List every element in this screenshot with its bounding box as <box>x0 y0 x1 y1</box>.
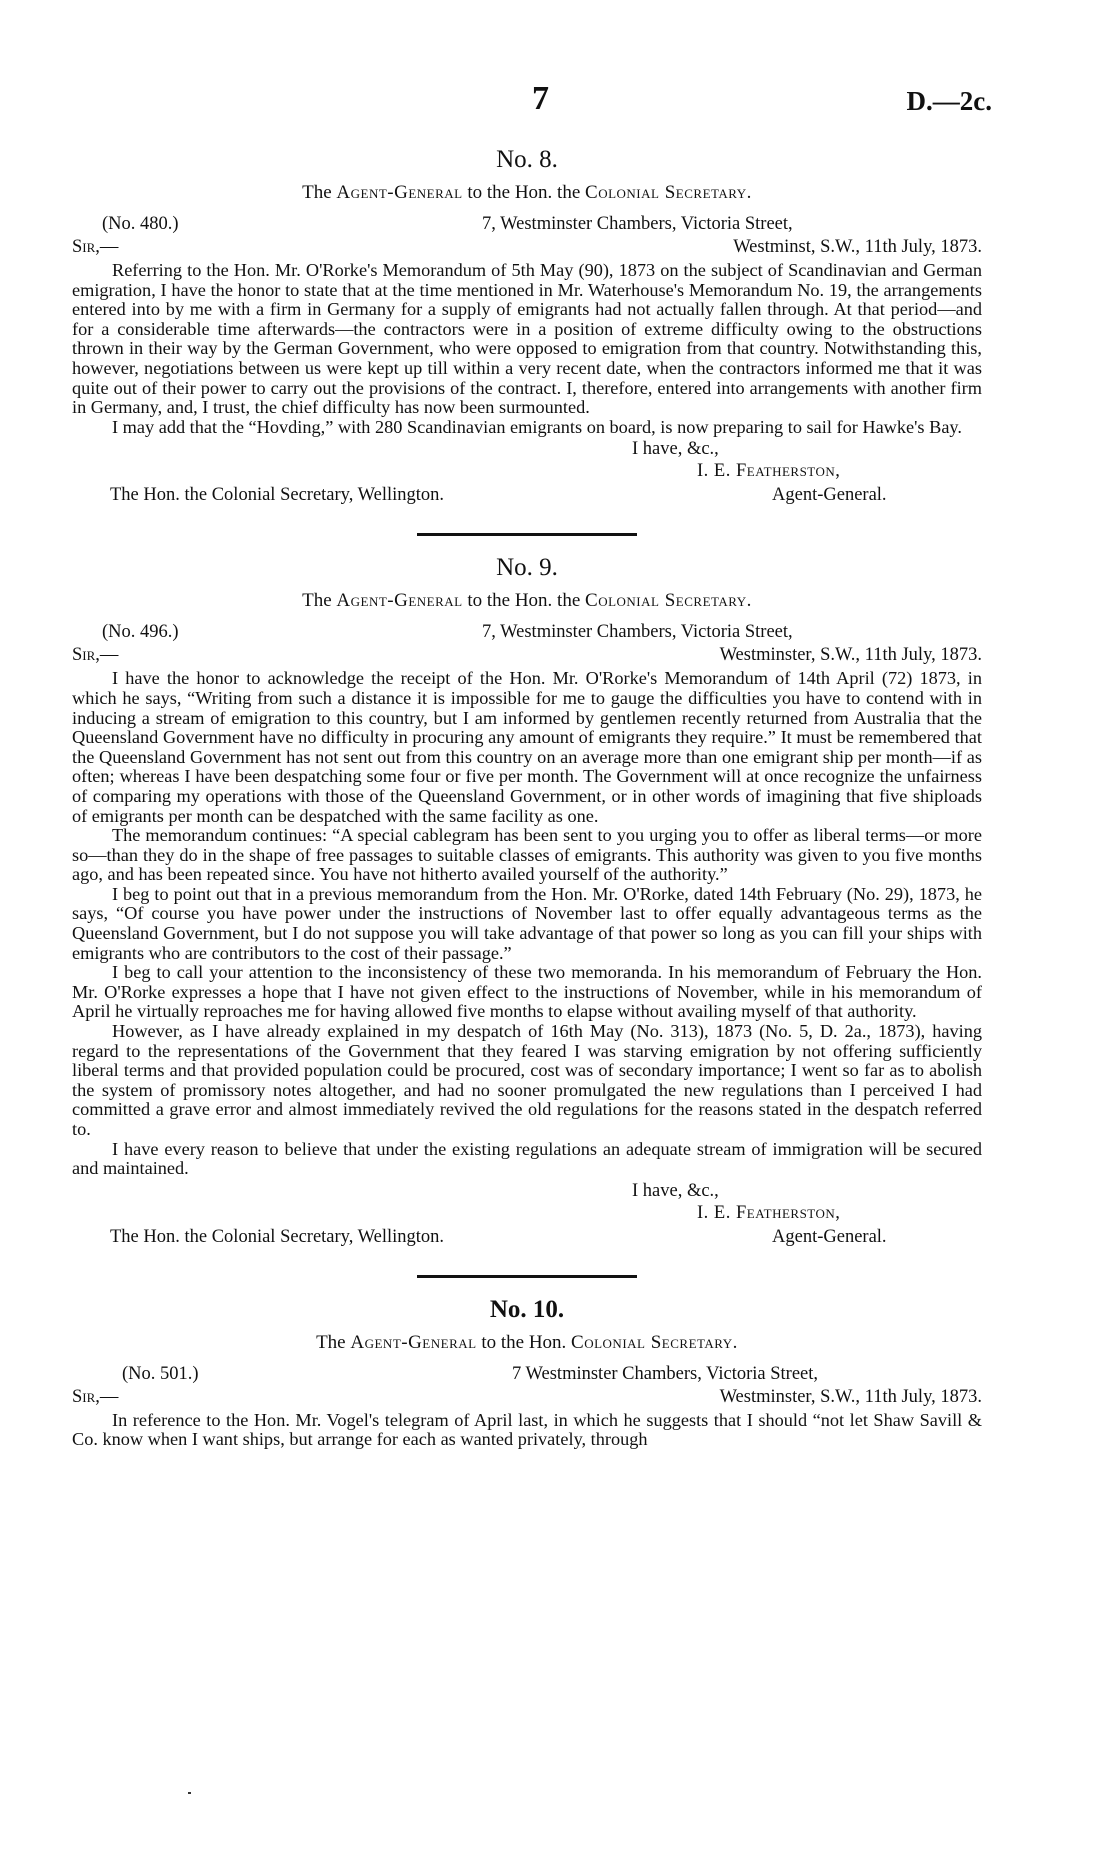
closing-phrase: I have, &c., <box>632 1180 719 1201</box>
addressee: The Hon. the Colonial Secretary, Wellington. <box>110 485 445 506</box>
letter-title: The Agent-General to the Hon. the Colonial Secretary. <box>302 182 752 203</box>
salutation-row <box>72 645 982 669</box>
letter-reference: (No. 496.) <box>102 622 179 643</box>
salutation: Sir,— <box>72 1386 119 1407</box>
paragraph: Referring to the Hon. Mr. O'Rorke's Memorandum of 5th May (90), 1873 on the subject of Scandinavian and German emigration, I have the honor to state that at the time mentioned in Mr. Waterhouse's Memorandum No. 19, the arrangements entered into by me with a firm in Germany for a supply of emigrants had not actually fallen through. At that period—and for a considerable time afterwards—the contractors were in a position of extreme difficulty owing to the obstructions thrown in their way by the German Government, who were opposed to emigration from that country. Notwithstanding this, however, negotiations between us were kept up till within a very recent date, when the contractors informed me that it was quite out of their power to carry out the provisions of the contract. I, therefore, entered into arrangements with another firm in Germany, and, I trust, the chief difficulty has now been surmounted. <box>72 260 982 418</box>
sender-address: 7, Westminster Chambers, Victoria Street, <box>482 214 793 234</box>
letter-reference: (No. 501.) <box>122 1363 199 1384</box>
signer-title: Agent-General. <box>772 485 887 506</box>
letter-closing <box>72 1179 982 1253</box>
letter-title: The Agent-General to the Hon. the Colonial Secretary. <box>302 590 752 612</box>
closing-phrase: I have, &c., <box>632 439 719 460</box>
salutation-row <box>72 1387 982 1411</box>
section-divider <box>417 533 637 536</box>
salutation: Sir,— <box>72 645 119 666</box>
sender-address: 7, Westminster Chambers, Victoria Street, <box>482 622 793 643</box>
paragraph: I beg to call your attention to the inconsistency of these two memoranda. In his memorandum of February the Hon. Mr. O'Rorke expresses a hope that I have not given effect to the instructions of November, while in his memorandum of April he virtually reproaches me for having allowed five months to elapse without availing myself of that authority. <box>72 962 982 1022</box>
salutation-row <box>72 237 982 261</box>
letter-no-9 <box>72 554 982 1252</box>
signer-name: I. E. Featherston, <box>697 1202 841 1223</box>
letter-number: No. 9. <box>496 554 558 582</box>
letter-number: No. 10. <box>489 1295 565 1323</box>
letter-reference: (No. 480.) <box>102 214 179 234</box>
paragraph: I beg to point out that in a previous memorandum from the Hon. Mr. O'Rorke, dated 14th February (No. 29), 1873, he says, “Of course you have power under the instructions of November last to offer equally advantageous terms as the Queensland Government, but I do not suppose you will take advantage of that power so long as you can fill your ships with emigrants who are contributors to the cost of their passage.” <box>72 883 982 963</box>
paragraph: However, as I have already explained in my despatch of 16th May (No. 313), 1873 (No. 5, D. 2a., 1873), having regard to the representations of the Government that they feared I was starving emigration by not offering sufficiently liberal terms and that provided population could be procured, cost was of secondary importance; I went so far as to abolish the system of promissory notes altogether, and had no sooner promulgated the new regulations than I perceived I had committed a grave error and almost immediately revived the old regulations for the reasons stated in the despatch referred to. <box>72 1021 982 1139</box>
letter-reference-row <box>72 622 982 645</box>
place-date: Westminster, S.W., 11th July, 1873. <box>719 645 982 666</box>
letter-body <box>72 669 982 1178</box>
paragraph: The memorandum continues: “A special cablegram has been sent to you urging you to offer as liberal terms—or more so—than they do in the shape of free passages to suitable classes of emigrants. This authority was given to you five months ago, and has been repeated since. You have not hitherto availed yourself of the authority.” <box>72 825 982 885</box>
letter-no-10 <box>72 1296 982 1450</box>
paragraph: I may add that the “Hovding,” with 280 Scandinavian emigrants on board, is now preparing to sail for Hawke's Bay. <box>112 416 962 437</box>
paragraph: I have the honor to acknowledge the receipt of the Hon. Mr. O'Rorke's Memorandum of 14th April (72) 1873, in which he says, “Writing from such a distance it is impossible for me to gauge the difficulties you have to contend with in inducing a stream of emigration to this country, but I am informed by gentlemen recently returned from Australia that the Queensland Government have no difficulty in procuring any amount of emigrants they require.” It must be remembered that the Queensland Government has not sent out from this country on an average more than one emigrant ship per month—if as often; whereas I have been despatching some four or five per month. The Government will at once recognize the unfairness of comparing my operations with those of the Queensland Government, or in other words of imagining that five shiploads of emigrants per month can be despatched with the same facility as one. <box>72 668 982 826</box>
letter-body <box>72 1411 982 1450</box>
letter-title: The Agent-General to the Hon. Colonial Secretary. <box>316 1331 738 1353</box>
stray-mark <box>188 1792 191 1794</box>
signer-title: Agent-General. <box>772 1226 887 1247</box>
page-header <box>72 80 992 138</box>
letter-no-8 <box>72 146 982 511</box>
document-code: D.—2c. <box>906 86 992 116</box>
salutation: Sir,— <box>72 237 119 257</box>
page-number: 7 <box>532 80 549 117</box>
sender-address: 7 Westminster Chambers, Victoria Street, <box>512 1363 819 1384</box>
letter-reference-row <box>72 1364 982 1387</box>
letter-body <box>72 261 982 437</box>
signer-name: I. E. Featherston, <box>697 461 841 482</box>
place-date: Westminst, S.W., 11th July, 1873. <box>733 237 982 257</box>
paragraph: In reference to the Hon. Mr. Vogel's telegram of April last, in which he suggests that I should “not let Shaw Savill & Co. know when I want ships, but arrange for each as wanted privately, through <box>72 1409 982 1450</box>
document-page <box>72 80 992 1450</box>
section-divider <box>417 1275 637 1278</box>
letter-number: No. 8. <box>496 146 558 173</box>
addressee: The Hon. the Colonial Secretary, Wellington. <box>110 1226 445 1247</box>
paragraph: I have every reason to believe that under the existing regulations an adequate stream of immigration will be secured and maintained. <box>72 1138 982 1179</box>
place-date: Westminster, S.W., 11th July, 1873. <box>719 1386 982 1407</box>
letter-reference-row <box>72 214 982 237</box>
letter-closing <box>72 437 982 511</box>
